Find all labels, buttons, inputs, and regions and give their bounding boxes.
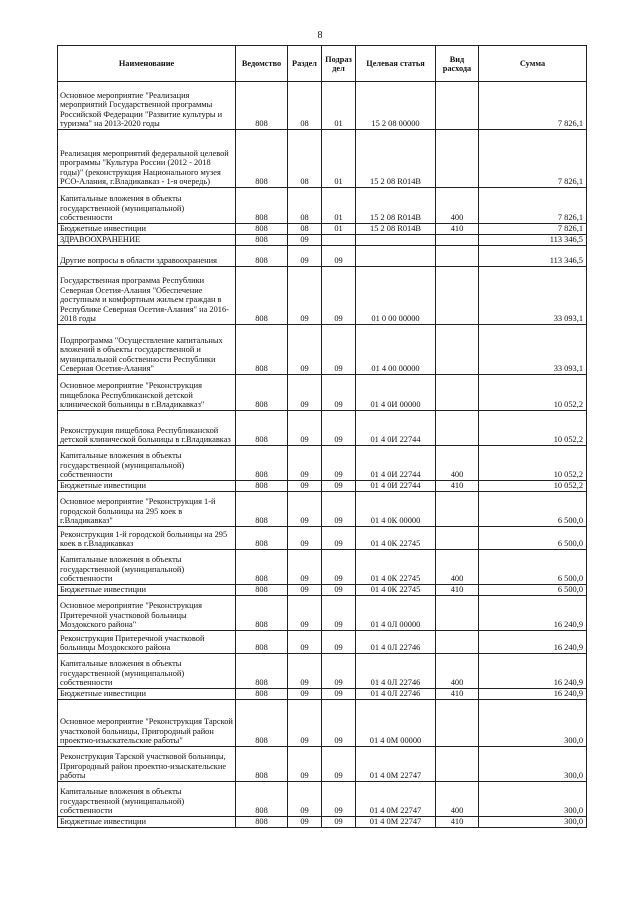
- table-row: [58, 596, 587, 631]
- row-podrazdel-cell: 09: [322, 246, 356, 267]
- row-celevaya-cell: 01 4 0М 22747: [356, 782, 436, 817]
- row-vedomstvo-cell: 808: [236, 188, 288, 224]
- row-celevaya-cell: 01 4 0К 22745: [356, 585, 436, 596]
- row-celevaya-cell: 15 2 08 R014В: [356, 224, 436, 235]
- row-vid-cell: [436, 82, 479, 130]
- row-podrazdel-cell: 01: [322, 188, 356, 224]
- row-name-cell: Капитальные вложения в объекты государственной (муниципальной) собственности: [58, 550, 236, 585]
- table-row: [58, 481, 587, 492]
- row-razdel-cell: 09: [288, 325, 322, 375]
- row-celevaya-cell: 01 4 0И 22744: [356, 411, 436, 446]
- row-celevaya-cell: 01 4 0М 00000: [356, 700, 436, 747]
- header-vid-raskhoda: Вид расхода: [436, 46, 479, 82]
- row-summa-cell: 16 240,9: [479, 654, 587, 689]
- row-name-cell: ЗДРАВООХРАНЕНИЕ: [58, 235, 236, 246]
- row-summa-cell: 6 500,0: [479, 550, 587, 585]
- row-vedomstvo-cell: 808: [236, 224, 288, 235]
- table-row: [58, 446, 587, 481]
- row-podrazdel-cell: 01: [322, 224, 356, 235]
- row-razdel-cell: 09: [288, 631, 322, 654]
- table-row: [58, 527, 587, 550]
- row-vedomstvo-cell: 808: [236, 481, 288, 492]
- row-podrazdel-cell: 09: [322, 375, 356, 411]
- row-name-cell: Капитальные вложения в объекты государственной (муниципальной) собственности: [58, 782, 236, 817]
- row-vid-cell: 410: [436, 585, 479, 596]
- row-summa-cell: 300,0: [479, 700, 587, 747]
- row-razdel-cell: 08: [288, 82, 322, 130]
- row-razdel-cell: 08: [288, 224, 322, 235]
- row-name-cell: Капитальные вложения в объекты государственной (муниципальной) собственности: [58, 654, 236, 689]
- row-summa-cell: 113 346,5: [479, 235, 587, 246]
- row-vid-cell: [436, 700, 479, 747]
- row-name-cell: Подпрограмма "Осуществление капитальных вложений в объекты государственной и муниципальной собственности Республики Северная Осетия-Алания": [58, 325, 236, 375]
- row-razdel-cell: 09: [288, 375, 322, 411]
- table-row: [58, 267, 587, 325]
- row-podrazdel-cell: [322, 235, 356, 246]
- row-podrazdel-cell: 09: [322, 550, 356, 585]
- row-name-cell: Основное мероприятие "Реконструкция Притеречной участковой больницы Моздокского района": [58, 596, 236, 631]
- row-vid-cell: 410: [436, 224, 479, 235]
- row-vid-cell: [436, 411, 479, 446]
- row-vid-cell: 400: [436, 550, 479, 585]
- row-vid-cell: 400: [436, 782, 479, 817]
- header-name: Наименование: [58, 46, 236, 82]
- row-vedomstvo-cell: 808: [236, 130, 288, 188]
- row-name-cell: Бюджетные инвестиции: [58, 689, 236, 700]
- row-vid-cell: [436, 267, 479, 325]
- row-summa-cell: 10 052,2: [479, 446, 587, 481]
- table-row: [58, 130, 587, 188]
- row-vedomstvo-cell: 808: [236, 689, 288, 700]
- row-razdel-cell: 09: [288, 492, 322, 527]
- row-name-cell: Другие вопросы в области здравоохранения: [58, 246, 236, 267]
- row-celevaya-cell: 01 4 0К 22745: [356, 550, 436, 585]
- header-razdel: Раздел: [288, 46, 322, 82]
- row-celevaya-cell: 15 2 08 00000: [356, 82, 436, 130]
- row-summa-cell: 33 093,1: [479, 267, 587, 325]
- table-row: [58, 411, 587, 446]
- row-celevaya-cell: 01 4 0И 22744: [356, 481, 436, 492]
- row-vedomstvo-cell: 808: [236, 446, 288, 481]
- row-summa-cell: 16 240,9: [479, 689, 587, 700]
- row-vedomstvo-cell: 808: [236, 235, 288, 246]
- table-row: [58, 700, 587, 747]
- row-name-cell: Основное мероприятие "Реализация мероприятий Государственной программы Российской Федерации "Развитие культуры и туризма" на 2013-2020 годы: [58, 82, 236, 130]
- row-celevaya-cell: 01 4 0И 22744: [356, 446, 436, 481]
- row-vedomstvo-cell: 808: [236, 267, 288, 325]
- row-name-cell: Бюджетные инвестиции: [58, 224, 236, 235]
- row-celevaya-cell: 01 4 0К 00000: [356, 492, 436, 527]
- row-vedomstvo-cell: 808: [236, 325, 288, 375]
- row-summa-cell: 6 500,0: [479, 527, 587, 550]
- row-vedomstvo-cell: 808: [236, 246, 288, 267]
- row-podrazdel-cell: 01: [322, 82, 356, 130]
- table-row: [58, 492, 587, 527]
- row-podrazdel-cell: 09: [322, 747, 356, 782]
- row-podrazdel-cell: 09: [322, 782, 356, 817]
- table-row: [58, 188, 587, 224]
- row-summa-cell: 7 826,1: [479, 130, 587, 188]
- row-razdel-cell: 09: [288, 246, 322, 267]
- row-summa-cell: 113 346,5: [479, 246, 587, 267]
- row-celevaya-cell: [356, 246, 436, 267]
- row-celevaya-cell: 01 4 00 00000: [356, 325, 436, 375]
- row-vid-cell: 410: [436, 689, 479, 700]
- table-row: [58, 325, 587, 375]
- table-row: [58, 224, 587, 235]
- row-name-cell: Капитальные вложения в объекты государственной (муниципальной) собственности: [58, 188, 236, 224]
- row-vid-cell: 410: [436, 817, 479, 828]
- row-razdel-cell: 09: [288, 689, 322, 700]
- row-vedomstvo-cell: 808: [236, 654, 288, 689]
- table-row: [58, 817, 587, 828]
- row-razdel-cell: 09: [288, 747, 322, 782]
- row-podrazdel-cell: 09: [322, 585, 356, 596]
- header-summa: Сумма: [479, 46, 587, 82]
- row-name-cell: Бюджетные инвестиции: [58, 585, 236, 596]
- table-row: [58, 689, 587, 700]
- row-podrazdel-cell: 01: [322, 130, 356, 188]
- row-celevaya-cell: 01 4 0Л 00000: [356, 596, 436, 631]
- row-podrazdel-cell: 09: [322, 654, 356, 689]
- row-summa-cell: 300,0: [479, 782, 587, 817]
- row-razdel-cell: 09: [288, 411, 322, 446]
- row-vedomstvo-cell: 808: [236, 631, 288, 654]
- table-row: [58, 654, 587, 689]
- budget-table: [57, 45, 587, 828]
- row-vid-cell: [436, 527, 479, 550]
- row-razdel-cell: 09: [288, 267, 322, 325]
- row-name-cell: Основное мероприятие "Реконструкция пищеблока Республиканской детской клинической больницы в г.Владикавказ": [58, 375, 236, 411]
- row-summa-cell: 10 052,2: [479, 481, 587, 492]
- row-celevaya-cell: 01 4 0Л 22746: [356, 654, 436, 689]
- row-summa-cell: 33 093,1: [479, 325, 587, 375]
- row-celevaya-cell: 01 4 0К 22745: [356, 527, 436, 550]
- table-row: [58, 550, 587, 585]
- row-podrazdel-cell: 09: [322, 700, 356, 747]
- row-vedomstvo-cell: 808: [236, 82, 288, 130]
- row-razdel-cell: 08: [288, 188, 322, 224]
- row-summa-cell: 10 052,2: [479, 411, 587, 446]
- row-celevaya-cell: 01 4 0Л 22746: [356, 631, 436, 654]
- row-vedomstvo-cell: 808: [236, 700, 288, 747]
- row-vedomstvo-cell: 808: [236, 550, 288, 585]
- row-vid-cell: [436, 492, 479, 527]
- row-vid-cell: [436, 325, 479, 375]
- row-podrazdel-cell: 09: [322, 631, 356, 654]
- table-body: [58, 82, 587, 828]
- row-podrazdel-cell: 09: [322, 596, 356, 631]
- row-razdel-cell: 09: [288, 446, 322, 481]
- row-podrazdel-cell: 09: [322, 411, 356, 446]
- table-row: [58, 235, 587, 246]
- row-razdel-cell: 09: [288, 596, 322, 631]
- table-row: [58, 82, 587, 130]
- row-vedomstvo-cell: 808: [236, 527, 288, 550]
- row-vedomstvo-cell: 808: [236, 596, 288, 631]
- row-celevaya-cell: [356, 235, 436, 246]
- row-summa-cell: 16 240,9: [479, 631, 587, 654]
- row-vid-cell: 400: [436, 188, 479, 224]
- row-vedomstvo-cell: 808: [236, 492, 288, 527]
- page-number: 8: [317, 30, 323, 41]
- row-name-cell: Реконструкция Тарской участковой больницы, Пригородный район проектно-изыскательские работы: [58, 747, 236, 782]
- row-name-cell: Реконструкция Притеречной участковой больницы Моздокского района: [58, 631, 236, 654]
- row-summa-cell: 300,0: [479, 747, 587, 782]
- row-name-cell: Реализация мероприятий федеральной целевой программы "Культура России (2012 - 2018 годы)" (реконструкция Национального музея РСО-Алания, г.Владикавказ - 1-я очередь): [58, 130, 236, 188]
- row-vid-cell: [436, 235, 479, 246]
- row-celevaya-cell: 15 2 08 R014В: [356, 130, 436, 188]
- row-razdel-cell: 08: [288, 130, 322, 188]
- row-summa-cell: 6 500,0: [479, 492, 587, 527]
- row-razdel-cell: 09: [288, 481, 322, 492]
- row-vid-cell: [436, 375, 479, 411]
- row-vid-cell: 400: [436, 446, 479, 481]
- row-name-cell: Реконструкция 1-й городской больницы на 295 коек в г.Владикавказ: [58, 527, 236, 550]
- row-vid-cell: [436, 747, 479, 782]
- row-celevaya-cell: 01 4 0И 00000: [356, 375, 436, 411]
- row-celevaya-cell: 01 4 0М 22747: [356, 747, 436, 782]
- row-razdel-cell: 09: [288, 235, 322, 246]
- row-razdel-cell: 09: [288, 700, 322, 747]
- row-summa-cell: 6 500,0: [479, 585, 587, 596]
- row-summa-cell: 300,0: [479, 817, 587, 828]
- row-podrazdel-cell: 09: [322, 817, 356, 828]
- table-row: [58, 246, 587, 267]
- row-razdel-cell: 09: [288, 782, 322, 817]
- row-name-cell: Основное мероприятие "Реконструкция Тарской участковой больницы, Пригородный район проектно-изыскательские работы": [58, 700, 236, 747]
- row-name-cell: Реконструкция пищеблока Республиканской детской клинической больницы в г.Владикавказ: [58, 411, 236, 446]
- header-podrazdel: Подраз дел: [322, 46, 356, 82]
- row-vedomstvo-cell: 808: [236, 411, 288, 446]
- row-summa-cell: 7 826,1: [479, 224, 587, 235]
- row-podrazdel-cell: 09: [322, 527, 356, 550]
- row-vid-cell: [436, 631, 479, 654]
- row-vedomstvo-cell: 808: [236, 782, 288, 817]
- header-celevaya-statya: Целевая статья: [356, 46, 436, 82]
- table-row: [58, 747, 587, 782]
- row-vedomstvo-cell: 808: [236, 817, 288, 828]
- table-row: [58, 782, 587, 817]
- row-podrazdel-cell: 09: [322, 481, 356, 492]
- row-celevaya-cell: 01 4 0М 22747: [356, 817, 436, 828]
- row-vid-cell: [436, 596, 479, 631]
- row-vid-cell: [436, 246, 479, 267]
- table-row: [58, 585, 587, 596]
- row-vedomstvo-cell: 808: [236, 585, 288, 596]
- row-podrazdel-cell: 09: [322, 446, 356, 481]
- header-vedomstvo: Ведомство: [236, 46, 288, 82]
- row-name-cell: Бюджетные инвестиции: [58, 481, 236, 492]
- row-vid-cell: 410: [436, 481, 479, 492]
- table-row: [58, 375, 587, 411]
- table-header-row: [58, 46, 587, 82]
- row-razdel-cell: 09: [288, 585, 322, 596]
- row-vid-cell: [436, 130, 479, 188]
- row-razdel-cell: 09: [288, 654, 322, 689]
- row-podrazdel-cell: 09: [322, 267, 356, 325]
- row-name-cell: Основное мероприятие "Реконструкция 1-й городской больницы на 295 коек в г.Владикавказ": [58, 492, 236, 527]
- row-podrazdel-cell: 09: [322, 689, 356, 700]
- row-vedomstvo-cell: 808: [236, 747, 288, 782]
- row-razdel-cell: 09: [288, 550, 322, 585]
- row-vedomstvo-cell: 808: [236, 375, 288, 411]
- row-razdel-cell: 09: [288, 817, 322, 828]
- row-celevaya-cell: 01 0 00 00000: [356, 267, 436, 325]
- row-celevaya-cell: 15 2 08 R014В: [356, 188, 436, 224]
- row-vid-cell: 400: [436, 654, 479, 689]
- row-celevaya-cell: 01 4 0Л 22746: [356, 689, 436, 700]
- row-name-cell: Государственная программа Республики Северная Осетия-Алания "Обеспечение доступным и комфортным жильем граждан в Республике Северная Осетия-Алания" на 2016-2018 годы: [58, 267, 236, 325]
- row-name-cell: Бюджетные инвестиции: [58, 817, 236, 828]
- row-podrazdel-cell: 09: [322, 325, 356, 375]
- row-summa-cell: 10 052,2: [479, 375, 587, 411]
- row-summa-cell: 7 826,1: [479, 188, 587, 224]
- row-summa-cell: 16 240,9: [479, 596, 587, 631]
- row-podrazdel-cell: 09: [322, 492, 356, 527]
- row-name-cell: Капитальные вложения в объекты государственной (муниципальной) собственности: [58, 446, 236, 481]
- row-summa-cell: 7 826,1: [479, 82, 587, 130]
- table-row: [58, 631, 587, 654]
- row-razdel-cell: 09: [288, 527, 322, 550]
